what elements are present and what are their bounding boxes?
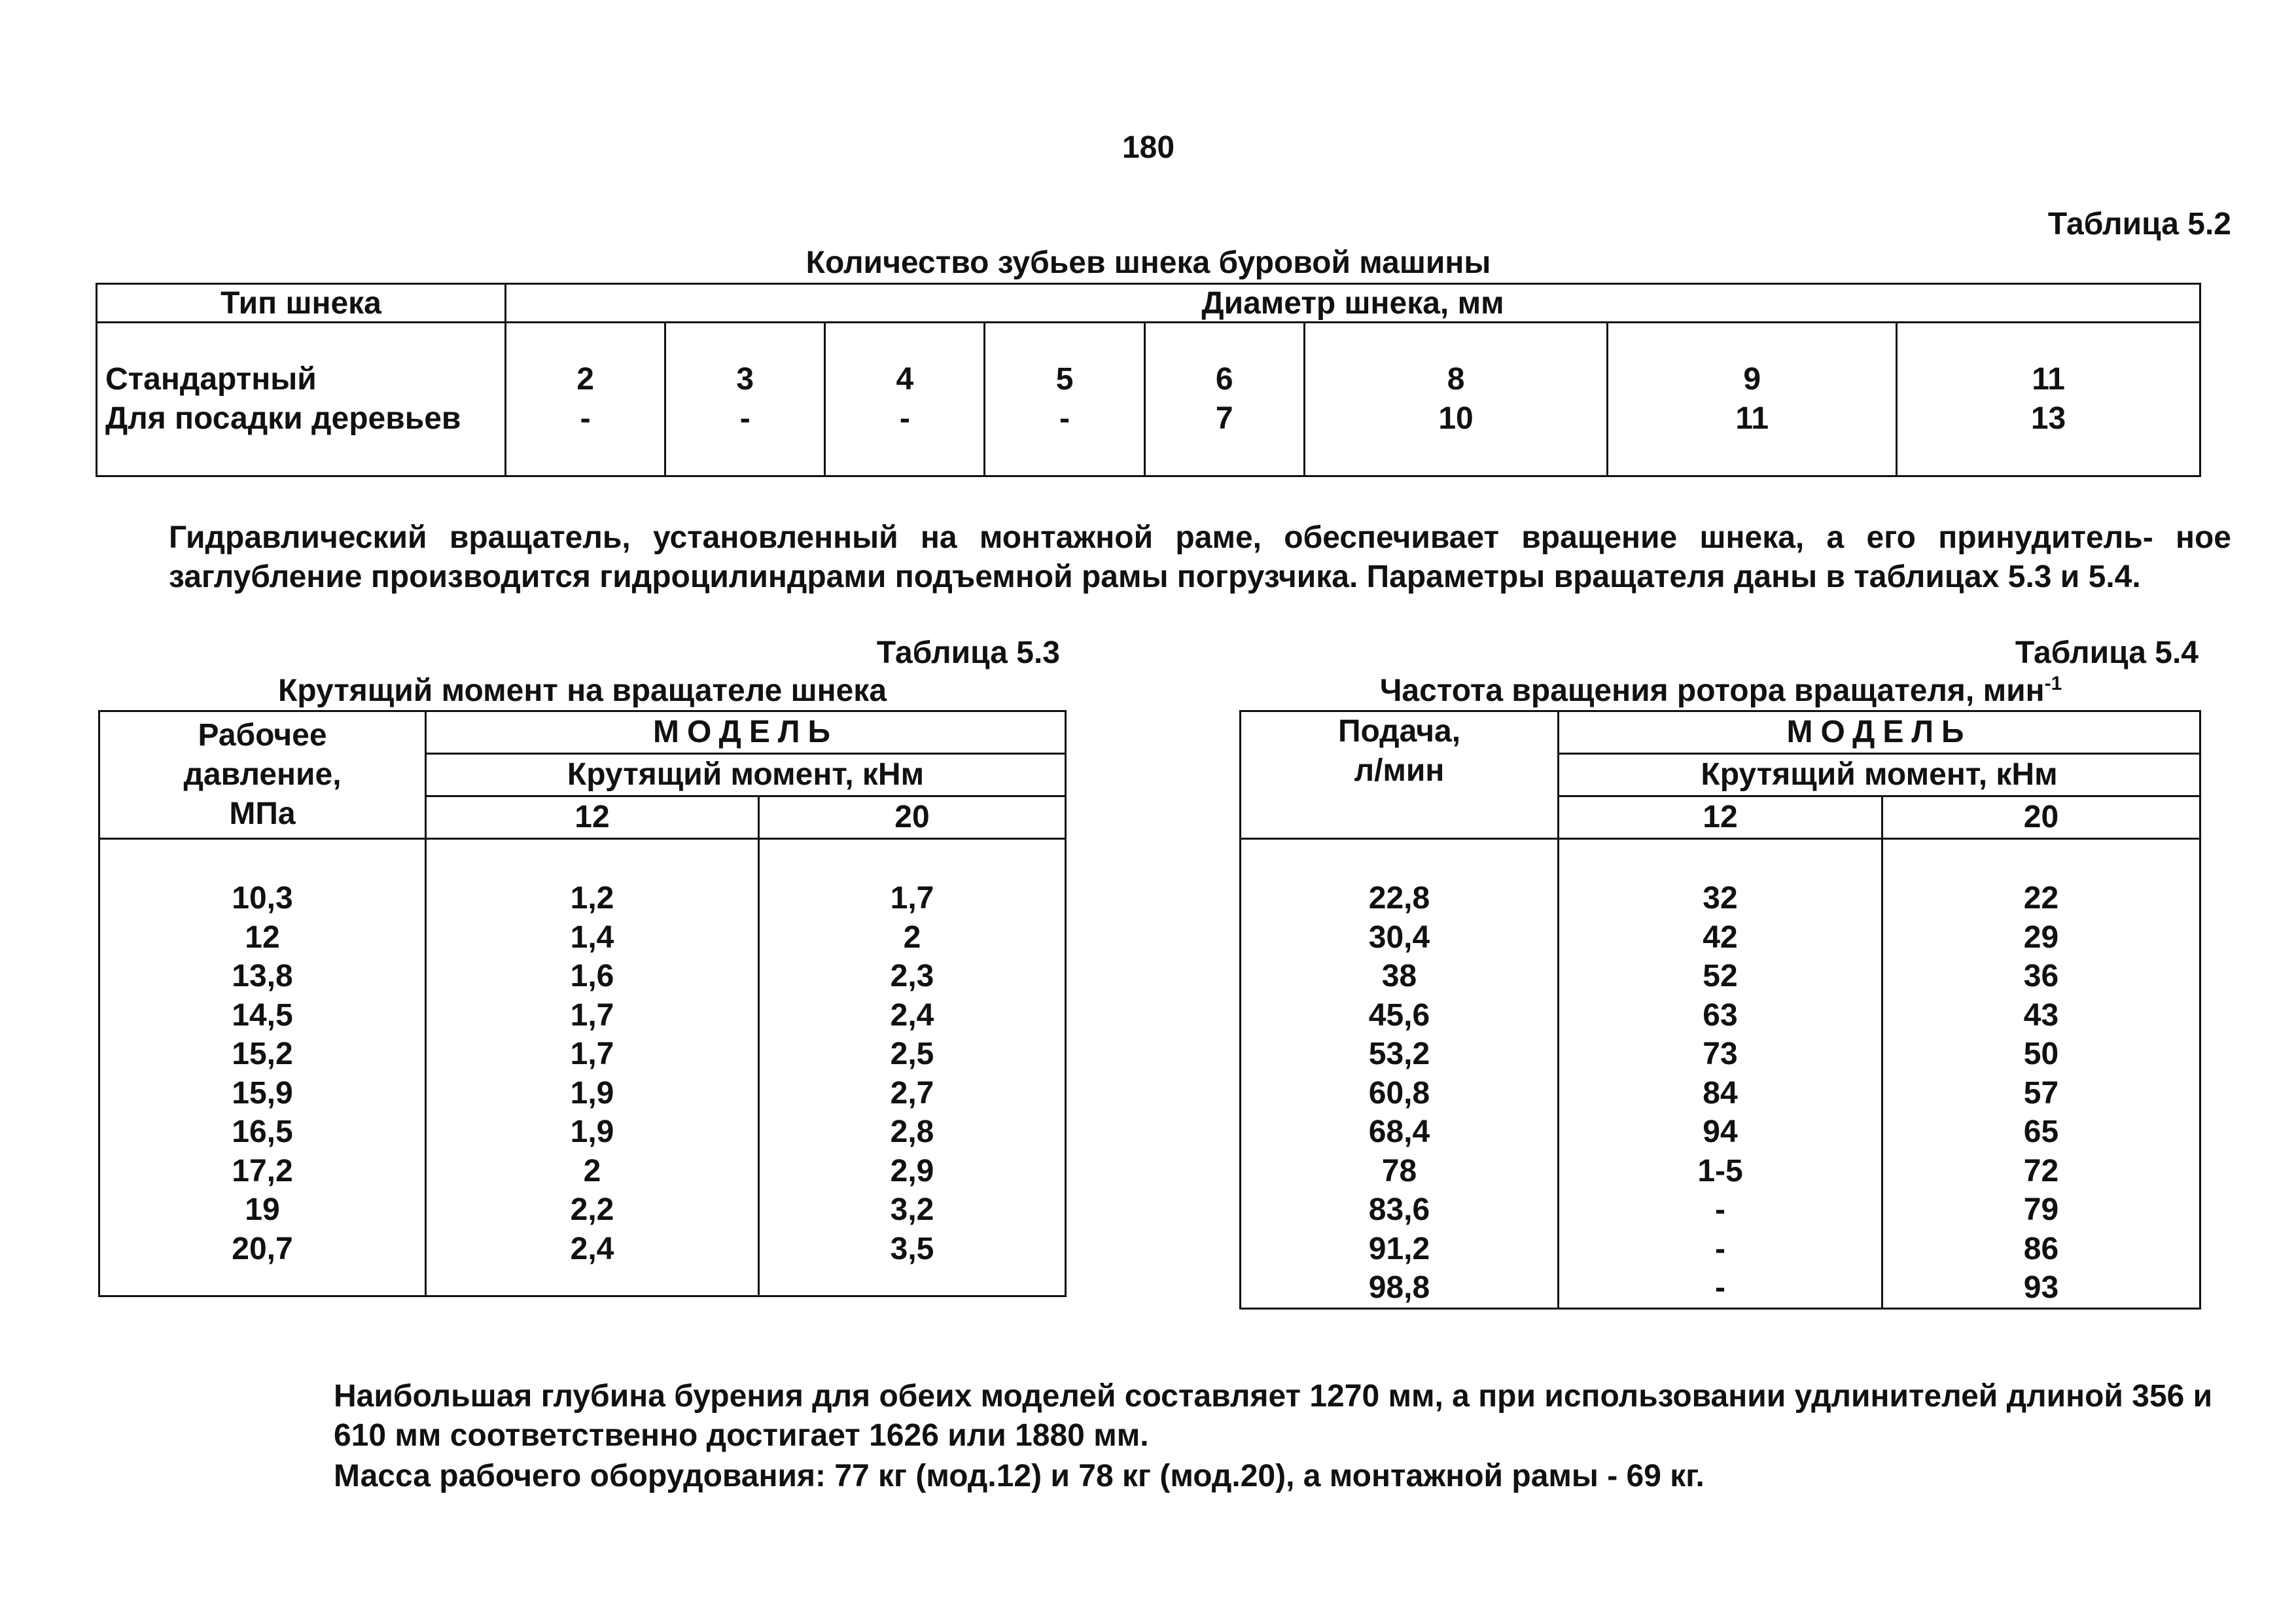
paragraph-text: Наибольшая глубина бурения для обеих моделей составляет 1270 мм, а при использовании удлинителей длиной 356 и 610 мм соответственно достигает 1626 или 1880 мм. <box>334 1379 2213 1453</box>
table-5-2-title: Количество зубьев шнека буровой машины <box>805 245 1491 280</box>
feed-column <box>1241 839 1559 1309</box>
model-12-column <box>1559 839 1882 1309</box>
table-5-3-label: Таблица 5.3 <box>876 635 1060 670</box>
cell-value: 2 <box>903 919 921 955</box>
header-torque: Крутящий момент, кНм <box>426 754 1066 796</box>
cell-value: 60,8 <box>1368 1075 1430 1111</box>
cell-value: 12 <box>245 919 280 955</box>
cell-value: 2,2 <box>570 1192 614 1227</box>
page-number: 180 <box>1122 130 1175 165</box>
cell-value: 86 <box>2023 1231 2059 1266</box>
header-diameter: Диаметр шнека, мм <box>506 284 2200 323</box>
cell-value: 6 <box>1215 362 1233 397</box>
table-cell <box>985 323 1144 476</box>
cell-value: 13 <box>2030 401 2066 436</box>
cell-value: 94 <box>1703 1115 1738 1149</box>
cell-value: 1,9 <box>570 1115 614 1149</box>
table-5-4-label: Таблица 5.4 <box>2015 635 2199 670</box>
paragraph-hydraulic-rotator: Гидравлический вращатель, установленный на монтажной раме, обеспечивает вращение шнека, а его принудитель- ное заглубление производится гидроцилиндрами подъемной рамы погрузчика. Параметры вращателя даны в таблицах 5.3 и 5.4. <box>169 520 2231 594</box>
table-5-3 <box>98 710 1067 1297</box>
cell-value: 9 <box>1743 362 1761 397</box>
cell-value: 1,4 <box>570 919 614 955</box>
cell-value: 3 <box>736 362 754 397</box>
cell-value: 2,5 <box>890 1037 934 1071</box>
cell-value: - <box>580 401 591 436</box>
cell-value: 42 <box>1703 919 1738 955</box>
model-12-column <box>426 839 759 1296</box>
header-line: л/мин <box>1354 753 1445 788</box>
cell-value: 2,4 <box>890 997 934 1033</box>
cell-value: 2 <box>583 1153 601 1188</box>
cell-value: 65 <box>2023 1115 2059 1149</box>
header-model-20: 20 <box>759 796 1066 839</box>
paragraph-drilling-depth <box>334 1377 2231 1455</box>
table-cell <box>825 323 985 476</box>
model-20-column <box>1882 839 2200 1309</box>
header-model: МОДЕЛЬ <box>426 711 1066 754</box>
table-cell <box>1144 323 1304 476</box>
cell-value: 91,2 <box>1368 1231 1430 1266</box>
cell-value: 22 <box>2023 881 2059 916</box>
cell-value: - <box>1059 401 1070 436</box>
cell-value: 73 <box>1703 1037 1738 1071</box>
header-model: МОДЕЛЬ <box>1559 711 2200 754</box>
cell-value: 1,9 <box>570 1075 614 1111</box>
cell-value: 2,9 <box>890 1153 934 1188</box>
cell-value: 8 <box>1447 362 1465 397</box>
cell-value: 68,4 <box>1368 1115 1430 1149</box>
cell-value: 4 <box>896 362 914 397</box>
cell-value: 5 <box>1055 362 1074 397</box>
cell-value: 22,8 <box>1368 881 1430 916</box>
cell-value: 15,2 <box>232 1037 293 1071</box>
cell-value: 57 <box>2023 1075 2059 1111</box>
table-cell <box>1897 323 2200 476</box>
row-labels <box>97 323 506 476</box>
cell-value: 2,4 <box>570 1231 614 1266</box>
header-model-12: 12 <box>1559 796 1882 839</box>
cell-value: 98,8 <box>1368 1270 1430 1305</box>
cell-value: 93 <box>2023 1270 2059 1305</box>
cell-value: 38 <box>1381 959 1417 993</box>
cell-value: - <box>899 401 910 436</box>
table-5-4-title <box>1243 673 2199 709</box>
cell-value: 2,7 <box>890 1075 934 1111</box>
cell-value: 1,2 <box>570 881 614 916</box>
cell-value: 11 <box>1735 401 1769 436</box>
title-superscript: -1 <box>2044 673 2062 694</box>
header-model-20: 20 <box>1882 796 2200 839</box>
cell-value: 29 <box>2023 919 2059 955</box>
cell-value: 50 <box>2023 1037 2059 1071</box>
cell-value: 16,5 <box>232 1115 293 1149</box>
cell-value: 1,7 <box>890 881 934 916</box>
cell-value: 3,5 <box>890 1231 934 1266</box>
cell-value: - <box>1715 1231 1725 1266</box>
cell-value: - <box>1715 1270 1725 1305</box>
cell-value: 83,6 <box>1368 1192 1430 1227</box>
cell-value: 2 <box>576 362 594 397</box>
header-line: давление, <box>183 757 342 792</box>
cell-value: 2,3 <box>890 959 934 993</box>
cell-value: 14,5 <box>232 997 293 1033</box>
cell-value: 36 <box>2023 959 2059 993</box>
cell-value: 78 <box>1381 1153 1417 1188</box>
cell-value: 79 <box>2023 1192 2059 1227</box>
cell-value: 20,7 <box>232 1231 293 1266</box>
cell-value: 15,9 <box>232 1075 293 1111</box>
cell-value: 45,6 <box>1368 997 1430 1033</box>
cell-value: 10,3 <box>232 881 293 916</box>
cell-value: 19 <box>245 1192 280 1227</box>
cell-value: 17,2 <box>232 1153 293 1188</box>
table-cell <box>1304 323 1608 476</box>
cell-value: 30,4 <box>1368 919 1430 955</box>
header-torque: Крутящий момент, кНм <box>1559 754 2200 796</box>
cell-value: 11 <box>2032 362 2065 397</box>
cell-value: 84 <box>1703 1075 1738 1111</box>
pressure-column <box>99 839 426 1296</box>
cell-value: 2,8 <box>890 1115 934 1149</box>
table-cell <box>1608 323 1897 476</box>
cell-value: 7 <box>1215 401 1233 436</box>
header-model-12: 12 <box>426 796 759 839</box>
cell-value: 72 <box>2023 1153 2059 1188</box>
cell-value: 13,8 <box>232 959 293 993</box>
header-line: Рабочее <box>198 718 327 753</box>
row-label: Для посадки деревьев <box>105 401 461 436</box>
header-line: Подача, <box>1337 714 1461 749</box>
cell-value: 53,2 <box>1368 1037 1430 1071</box>
cell-value: 43 <box>2023 997 2059 1033</box>
header-pressure <box>99 711 426 839</box>
header-feed <box>1241 711 1559 839</box>
table-5-2-label: Таблица 5.2 <box>2047 207 2231 241</box>
paragraph-mass: Масса рабочего оборудования: 77 кг (мод.12) и 78 кг (мод.20), а монтажной рамы - 69 кг. <box>334 1459 1704 1493</box>
cell-value: - <box>739 401 751 436</box>
cell-value: 1,7 <box>570 1037 614 1071</box>
model-20-column <box>759 839 1066 1296</box>
cell-value: 1-5 <box>1697 1153 1743 1188</box>
table-5-2 <box>96 283 2201 477</box>
cell-value: 1,6 <box>570 959 614 993</box>
table-5-3-title: Крутящий момент на вращателе шнека <box>277 673 887 708</box>
row-label: Стандартный <box>105 362 317 397</box>
cell-value: 63 <box>1703 997 1738 1033</box>
table-cell <box>665 323 825 476</box>
table-5-4 <box>1239 710 2201 1310</box>
cell-value: 32 <box>1703 881 1738 916</box>
header-type: Тип шнека <box>97 284 506 323</box>
cell-value: - <box>1715 1192 1725 1227</box>
cell-value: 10 <box>1438 401 1474 436</box>
title-text: Частота вращения ротора вращателя, мин <box>1379 673 2045 708</box>
cell-value: 1,7 <box>570 997 614 1033</box>
cell-value: 52 <box>1703 959 1738 993</box>
header-line: МПа <box>229 796 296 831</box>
cell-value: 3,2 <box>890 1192 934 1227</box>
table-cell <box>506 323 665 476</box>
